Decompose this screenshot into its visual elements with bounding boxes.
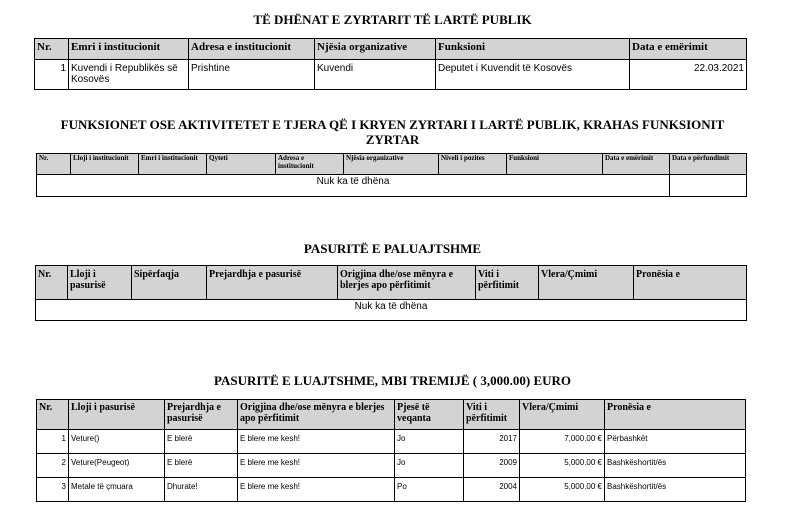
cell-institution-address: Prishtine [189,60,315,90]
header-function: Funksioni [436,39,630,60]
cell-asset-type: Veture() [69,430,165,454]
header-institution-address: Adresa e institucionit [276,154,344,175]
empty-message: Nuk ka të dhëna [37,175,670,197]
header-ownership: Pronësia e [634,266,747,300]
immovable-assets-table [35,265,747,321]
header-institution-name: Emri i institucionit [69,39,189,60]
header-acquisition-method: Origjina dhe/ose mënyra e blerjes apo përfitimit [238,400,395,430]
header-appointment-date: Data e emërimit [603,154,670,175]
cell-ownership: Përbashkët [605,430,746,454]
table-row [35,60,747,90]
header-asset-type: Lloji i pasurisë [68,266,132,300]
section-2-title: FUNKSIONET OSE AKTIVITETET E TJERA QË I KRYEN ZYRTARI I LARTË PUBLIK, KRAHAS FUNKSIONIT ZYRTAR [60,117,725,147]
cell-special-parts: Jo [395,454,464,478]
cell-asset-type: Metale të çmuara [69,478,165,502]
header-city: Qyteti [207,154,276,175]
empty-message: Nuk ka të dhëna [36,300,747,321]
header-asset-type: Lloji i pasurisë [69,400,165,430]
cell-value: 7,000.00 € [520,430,605,454]
header-institution-type: Lloji i institucionit [71,154,139,175]
header-value: Vlera/Çmimi [520,400,605,430]
official-data-table [34,38,747,90]
cell-nr: 1 [35,60,69,90]
header-end-date: Data e përfundimit [670,154,747,175]
header-asset-origin: Prejardhja e pasurisë [207,266,338,300]
table-row [37,454,746,478]
header-nr: Nr. [36,266,68,300]
table-row [37,430,746,454]
header-asset-origin: Prejardhja e pasurisë [165,400,238,430]
table-row [37,175,747,197]
table-row [37,478,746,502]
cell-asset-origin: E blerë [165,454,238,478]
cell-institution-name: Kuvendi i Republikës së Kosovës [69,60,189,90]
empty-cell [670,175,747,197]
table-header-row [35,39,747,60]
cell-acquisition-year: 2004 [464,478,520,502]
cell-ownership: Bashkëshortit/ës [605,454,746,478]
header-acquisition-year: Viti i përfitimit [476,266,539,300]
header-function: Funksioni [507,154,603,175]
header-organizational-unit: Njësia organizative [315,39,436,60]
cell-special-parts: Jo [395,430,464,454]
header-institution-address: Adresa e institucionit [189,39,315,60]
cell-value: 5,000.00 € [520,478,605,502]
section-1-title: TË DHËNAT E ZYRTARIT TË LARTË PUBLIK [253,12,532,27]
header-nr: Nr. [37,154,71,175]
cell-acquisition-method: E blere me kesh! [238,430,395,454]
cell-function: Deputet i Kuvendit të Kosovës [436,60,630,90]
section-4-title: PASURITË E LUAJTSHME, MBI TREMIJË ( 3,000.00) EURO [213,373,572,388]
table-header-row [36,266,747,300]
header-organizational-unit: Njësia organizative [344,154,439,175]
header-special-parts: Pjesë të veqanta [395,400,464,430]
cell-value: 5,000.00 € [520,454,605,478]
cell-acquisition-year: 2009 [464,454,520,478]
header-value: Vlera/Çmimi [539,266,634,300]
header-ownership: Pronësia e [605,400,746,430]
cell-asset-origin: Dhurate! [165,478,238,502]
other-functions-table [36,153,747,197]
cell-nr: 3 [37,478,69,502]
table-header-row [37,154,747,175]
header-institution-name: Emri i institucionit [139,154,207,175]
cell-asset-type: Veture(Peugeot) [69,454,165,478]
header-nr: Nr. [35,39,69,60]
cell-acquisition-year: 2017 [464,430,520,454]
header-appointment-date: Data e emërimit [630,39,747,60]
cell-nr: 2 [37,454,69,478]
table-header-row [37,400,746,430]
cell-nr: 1 [37,430,69,454]
header-area: Sipërfaqja [132,266,207,300]
cell-appointment-date: 22.03.2021 [630,60,747,90]
cell-acquisition-method: E blere me kesh! [238,454,395,478]
table-row [36,300,747,321]
cell-organizational-unit: Kuvendi [315,60,436,90]
header-position-level: Niveli i pozites [439,154,507,175]
header-acquisition-year: Viti i përfitimit [464,400,520,430]
cell-special-parts: Po [395,478,464,502]
section-3-title: PASURITË E PALUAJTSHME [303,241,482,256]
header-acquisition-method: Origjina dhe/ose mënyra e blerjes apo përfitimit [338,266,476,300]
cell-acquisition-method: E blere me kesh! [238,478,395,502]
header-nr: Nr. [37,400,69,430]
cell-ownership: Bashkëshortit/ës [605,478,746,502]
movable-assets-table [36,399,746,502]
cell-asset-origin: E blerë [165,430,238,454]
